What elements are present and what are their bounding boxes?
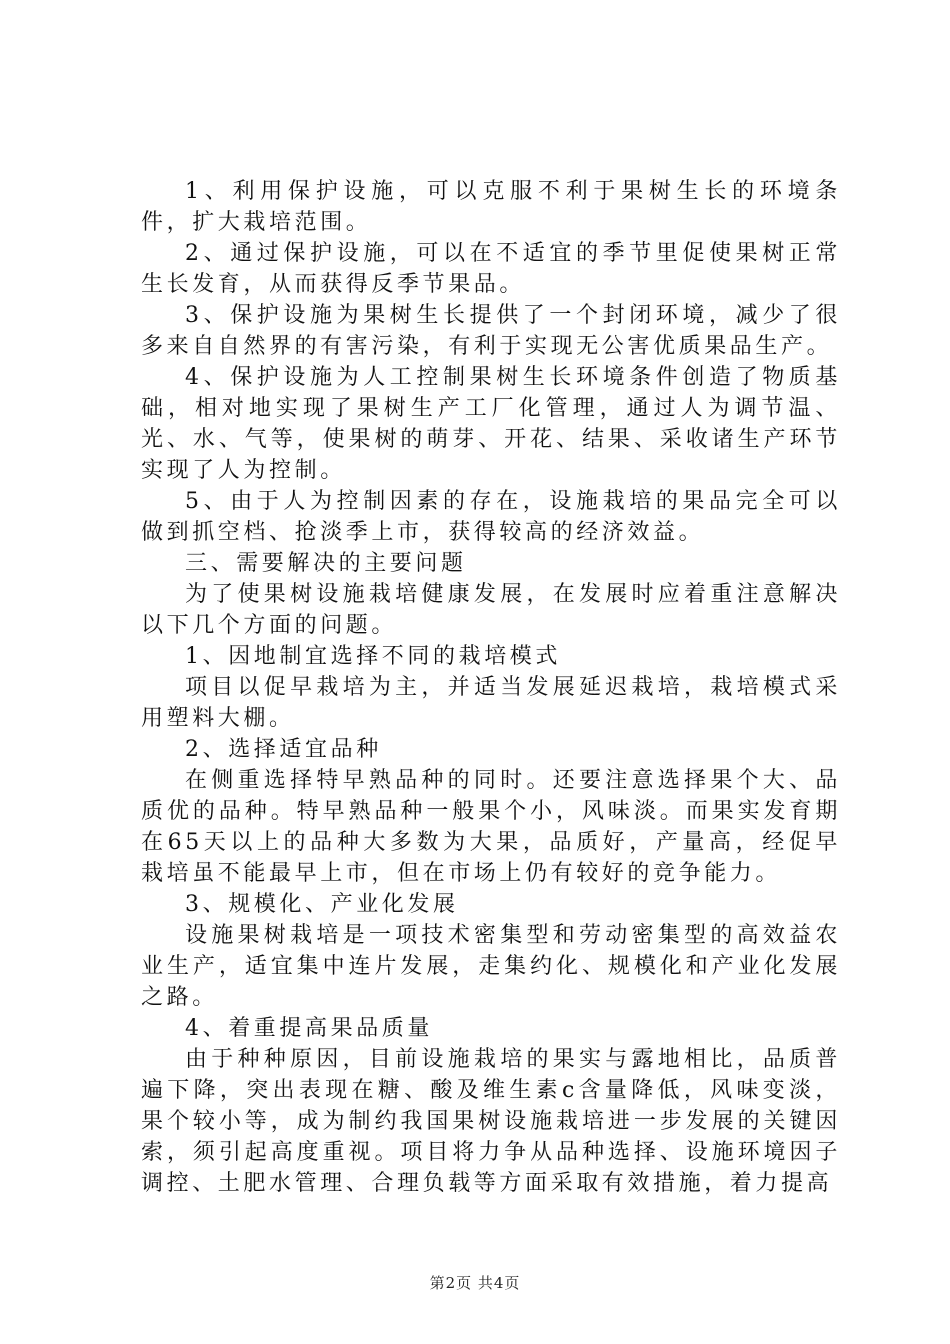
paragraph: 4、保护设施为人工控制果树生长环境条件创造了物质基础，相对地实现了果树生产工厂化管理，通过人为调节温、光、水、气等，使果树的萌芽、开花、结果、采收诸生产环节实现了人为控制。 bbox=[141, 365, 841, 483]
paragraph: 为了使果树设施栽培健康发展，在发展时应着重注意解决以下几个方面的问题。 bbox=[141, 582, 841, 638]
subsection-heading: 1、因地制宜选择不同的栽培模式 bbox=[185, 644, 561, 669]
paragraph: 由于种种原因，目前设施栽培的果实与露地相比，品质普遍下降，突出表现在糖、酸及维生素c含量降低，风味变淡，果个较小等，成为制约我国果树设施栽培进一步发展的关键因索，须引起高度重视。项目将力争从品种选择、设施环境因子调控、土肥水管理、合理负载等方面采取有效措施，着力提高 bbox=[141, 1047, 841, 1196]
document-body bbox=[141, 176, 841, 1199]
section-heading: 三、需要解决的主要问题 bbox=[185, 551, 467, 576]
subsection-heading: 4、着重提高果品质量 bbox=[185, 1016, 433, 1041]
paragraph: 在侧重选择特早熟品种的同时。还要注意选择果个大、品质优的品种。特早熟品种一般果个小，风味淡。而果实发育期在65天以上的品种大多数为大果，品质好，产量高，经促早栽培虽不能最早上市，但在市场上仍有较好的竞争能力。 bbox=[141, 768, 841, 886]
paragraph: 项目以促早栽培为主，并适当发展延迟栽培，栽培模式采用塑料大棚。 bbox=[141, 675, 841, 731]
paragraph: 3、保护设施为果树生长提供了一个封闭环境，减少了很多来自自然界的有害污染，有利于实现无公害优质果品生产。 bbox=[141, 303, 841, 359]
paragraph: 1、利用保护设施，可以克服不利于果树生长的环境条件，扩大栽培范围。 bbox=[141, 179, 841, 235]
page-number-footer: 第2页 共4页 bbox=[429, 1274, 521, 1292]
subsection-heading: 2、选择适宜品种 bbox=[185, 737, 382, 762]
subsection-heading: 3、规模化、产业化发展 bbox=[185, 892, 459, 917]
paragraph: 5、由于人为控制因素的存在，设施栽培的果品完全可以做到抓空档、抢淡季上市，获得较高的经济效益。 bbox=[141, 489, 841, 545]
paragraph: 设施果树栽培是一项技术密集型和劳动密集型的高效益农业生产，适宜集中连片发展，走集约化、规模化和产业化发展之路。 bbox=[141, 923, 841, 1010]
paragraph: 2、通过保护设施，可以在不适宜的季节里促使果树正常生长发育，从而获得反季节果品。 bbox=[141, 241, 841, 297]
